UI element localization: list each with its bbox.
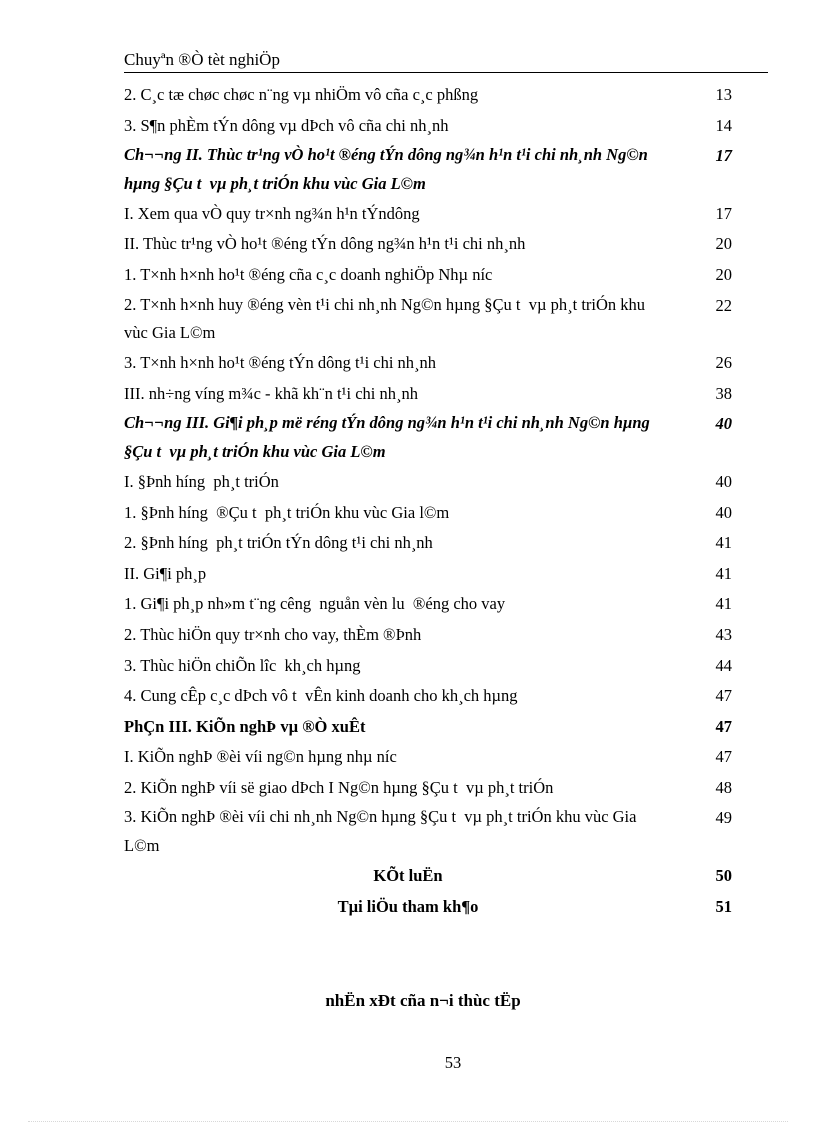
toc-entry-page: 41 bbox=[715, 533, 732, 553]
toc-entry-title: I. KiÕn nghÞ ®èi víi ng©n hµng nhµ níc bbox=[124, 747, 397, 767]
toc-entry bbox=[124, 681, 732, 712]
toc-entry bbox=[124, 291, 732, 349]
toc-entry-page: 49 bbox=[715, 808, 732, 828]
toc-entry bbox=[124, 379, 732, 410]
toc-entry-page: 40 bbox=[715, 414, 732, 434]
toc-entry-page: 22 bbox=[715, 295, 732, 315]
toc-entry-page: 20 bbox=[715, 234, 732, 254]
toc-entry-title: 1. T×nh h×nh ho¹t ®éng cña c¸c doanh nghiÖp Nhµ níc bbox=[124, 264, 493, 284]
toc-entry-title: 3. KiÕn nghÞ ®èi víi chi nh¸nh Ng©n hµng §Çu t vµ ph¸t triÓn khu vùc Gia L©m bbox=[124, 807, 637, 856]
toc-entry-title: 2. Thùc hiÖn quy tr×nh cho vay, thÈm ®Þnh bbox=[124, 624, 422, 644]
toc-entry-title: 3. T×nh h×nh ho¹t ®éng tÝn dông t¹i chi nh¸nh bbox=[124, 353, 437, 373]
document-title: Chuyªn ®Ò tèt nghiÖp bbox=[124, 50, 280, 69]
toc-entry-title: 1. Gi¶i ph¸p nh»m t¨ng cêng nguån vèn lu ®éng cho vay bbox=[124, 594, 506, 614]
toc-entry-title: 2. §Þnh híng ph¸t triÓn tÝn dông t¹i chi nh¸nh bbox=[124, 533, 433, 553]
toc-entry bbox=[124, 467, 732, 498]
toc-entry-page: 47 bbox=[715, 686, 732, 706]
toc-entry bbox=[124, 861, 732, 892]
toc-entry-page: 41 bbox=[715, 563, 732, 583]
toc-entry bbox=[124, 589, 732, 620]
toc-entry-page: 40 bbox=[715, 502, 732, 522]
toc-entry bbox=[124, 528, 732, 559]
toc-entry-page: 26 bbox=[715, 353, 732, 373]
toc-entry-page: 51 bbox=[715, 896, 732, 916]
toc-entry-page: 43 bbox=[715, 624, 732, 644]
toc-entry-title: 3. Thùc hiÖn chiÕn lîc kh¸ch hµng bbox=[124, 655, 361, 675]
toc-entry-title: 4. Cung cÊp c¸c dÞch vô t vÊn kinh doanh cho kh¸ch hµng bbox=[124, 686, 518, 706]
toc-entry-page: 41 bbox=[715, 594, 732, 614]
toc-entry-page: 38 bbox=[715, 383, 732, 403]
toc-entry bbox=[124, 742, 732, 773]
page-header bbox=[124, 49, 768, 73]
toc-entry bbox=[124, 498, 732, 529]
toc-entry bbox=[124, 229, 732, 260]
toc-entry bbox=[124, 651, 732, 682]
supervisor-note-heading: nhËn xÐt cña n¬i thùc tËp bbox=[325, 991, 521, 1010]
toc-entry-title: 3. S¶n phÈm tÝn dông vµ dÞch vô cña chi nh¸nh bbox=[124, 115, 449, 135]
toc-entry bbox=[124, 111, 732, 142]
toc-entry-title: II. Thùc tr¹ng vÒ ho¹t ®éng tÝn dông ng¾n h¹n t¹i chi nh¸nh bbox=[124, 234, 526, 254]
toc-entry-title: I. Xem qua vÒ quy tr×nh ng¾n h¹n tÝndông bbox=[124, 203, 420, 223]
toc-entry bbox=[124, 348, 732, 379]
toc-entry bbox=[124, 559, 732, 590]
page-number: 53 bbox=[444, 1053, 462, 1072]
toc-entry-page: 50 bbox=[715, 866, 732, 886]
toc-entry-page: 47 bbox=[715, 716, 732, 736]
toc-entry-title: Tµi liÖu tham kh¶o bbox=[337, 896, 479, 916]
page-bottom-rule bbox=[28, 1121, 788, 1122]
toc-entry bbox=[124, 892, 732, 923]
toc-entry-page: 44 bbox=[715, 655, 732, 675]
toc-entry-page: 40 bbox=[715, 471, 732, 491]
toc-entry bbox=[124, 803, 732, 861]
toc-entry-page: 14 bbox=[715, 115, 732, 135]
toc-entry-page: 17 bbox=[715, 203, 732, 223]
toc-entry-title: 2. KiÕn nghÞ víi së giao dÞch I Ng©n hµng §Çu t vµ ph¸t triÓn bbox=[124, 777, 554, 797]
toc-entry-title: KÕt luËn bbox=[373, 866, 443, 886]
toc-entry bbox=[124, 141, 732, 199]
toc-entry bbox=[124, 409, 732, 467]
toc-entry-title: 1. §Þnh híng ®Çu t ph¸t triÓn khu vùc Gia l©m bbox=[124, 502, 450, 522]
toc-entry bbox=[124, 260, 732, 291]
toc-entry-title: 2. T×nh h×nh huy ®éng vèn t¹i chi nh¸nh Ng©n hµng §Çu t vµ ph¸t triÓn khu vùc Gia L©m bbox=[124, 294, 646, 343]
toc-entry-title: PhÇn III. KiÕn nghÞ vµ ®Ò xuÊt bbox=[124, 716, 366, 736]
toc-entry bbox=[124, 712, 732, 743]
toc-entry bbox=[124, 199, 732, 230]
toc-entry bbox=[124, 773, 732, 804]
table-of-contents bbox=[124, 80, 732, 922]
toc-entry bbox=[124, 80, 732, 111]
toc-entry-page: 17 bbox=[715, 146, 732, 166]
toc-entry-title: I. §Þnh híng ph¸t triÓn bbox=[124, 471, 279, 491]
toc-entry-title: II. Gi¶i ph¸p bbox=[124, 563, 207, 583]
toc-entry-title: III. nh÷ng víng m¾c - khã kh¨n t¹i chi nh¸nh bbox=[124, 383, 418, 403]
toc-entry-page: 13 bbox=[715, 85, 732, 104]
toc-entry-page: 48 bbox=[715, 777, 732, 797]
toc-entry-page: 47 bbox=[715, 747, 732, 767]
toc-entry bbox=[124, 620, 732, 651]
toc-entry-title: 2. C¸c tæ chøc chøc n¨ng vµ nhiÖm vô cña c¸c phßng bbox=[124, 85, 479, 104]
toc-entry-page: 20 bbox=[715, 264, 732, 284]
toc-entry-title: Ch¬¬ng II. Thùc tr¹ng vÒ ho¹t ®éng tÝn dông ng¾n h¹n t¹i chi nh¸nh Ng©n hµng §Çu t vµ ph¸t triÓn khu vùc Gia L©m bbox=[124, 145, 648, 193]
toc-entry-title: Ch¬¬ng III. Gi¶i ph¸p më réng tÝn dông ng¾n h¹n t¹i chi nh¸nh Ng©n hµng §Çu t vµ ph¸t triÓn khu vùc Gia L©m bbox=[124, 413, 650, 462]
